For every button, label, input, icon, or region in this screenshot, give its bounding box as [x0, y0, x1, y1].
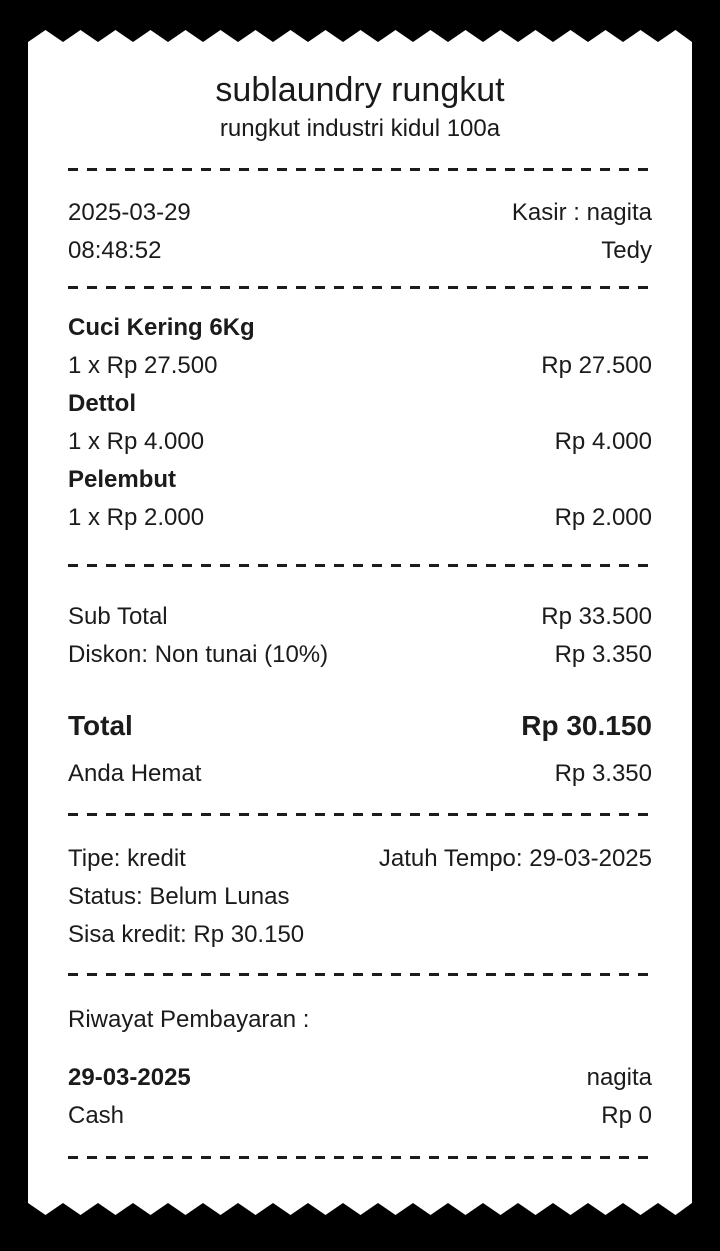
- item-amount: Rp 27.500: [541, 352, 652, 379]
- item-name: Dettol: [68, 390, 136, 417]
- store-name: sublaundry rungkut: [215, 71, 505, 109]
- subtotal-label: Sub Total: [68, 603, 168, 630]
- credit-due-date: Jatuh Tempo: 29-03-2025: [378, 845, 652, 872]
- item-name: Cuci Kering 6Kg: [68, 314, 255, 341]
- item-qty-price: 1 x Rp 27.500: [68, 352, 218, 379]
- divider: [68, 973, 652, 976]
- discount-label: Diskon: Non tunai (10%): [68, 641, 329, 668]
- items-list: [68, 309, 652, 537]
- zigzag-top-edge: [28, 30, 692, 42]
- savings-value: Rp 3.350: [554, 760, 652, 787]
- store-address: rungkut industri kidul 100a: [219, 115, 501, 142]
- payment-date: 29-03-2025: [68, 1064, 191, 1091]
- divider: [68, 286, 652, 289]
- divider: [68, 1156, 652, 1159]
- item-name: Pelembut: [68, 466, 177, 493]
- payment-history-entry: [68, 1059, 652, 1135]
- receipt-time: 08:48:52: [68, 237, 162, 264]
- receipt-date: 2025-03-29: [68, 199, 191, 226]
- line-item: [68, 385, 652, 461]
- credit-block: [68, 840, 652, 954]
- summary-block: [68, 598, 652, 793]
- payment-method: Cash: [68, 1102, 125, 1129]
- item-amount: Rp 4.000: [554, 428, 652, 455]
- discount-value: Rp 3.350: [554, 641, 652, 668]
- meta-block: [68, 194, 652, 270]
- cashier-name: Tedy: [601, 237, 652, 264]
- item-amount: Rp 2.000: [554, 504, 652, 531]
- line-item: [68, 461, 652, 537]
- total-label: Total: [68, 710, 133, 741]
- receipt-paper: [28, 42, 692, 1203]
- total-value: Rp 30.150: [521, 710, 652, 741]
- divider: [68, 168, 652, 171]
- zigzag-bottom-edge: [28, 1203, 692, 1215]
- item-qty-price: 1 x Rp 2.000: [68, 504, 205, 531]
- divider: [68, 564, 652, 567]
- divider: [68, 813, 652, 816]
- credit-type: Tipe: kredit: [68, 845, 186, 872]
- item-qty-price: 1 x Rp 4.000: [68, 428, 205, 455]
- payment-cashier: nagita: [586, 1064, 652, 1091]
- line-item: [68, 309, 652, 385]
- credit-status: Status: Belum Lunas: [68, 883, 290, 910]
- payment-amount: Rp 0: [601, 1102, 652, 1129]
- savings-label: Anda Hemat: [68, 760, 202, 787]
- subtotal-value: Rp 33.500: [541, 603, 652, 630]
- payment-history-title: Riwayat Pembayaran :: [68, 1006, 310, 1033]
- receipt: [28, 30, 692, 1215]
- credit-remaining: Sisa kredit: Rp 30.150: [68, 921, 305, 948]
- cashier-label: Kasir : nagita: [511, 199, 652, 226]
